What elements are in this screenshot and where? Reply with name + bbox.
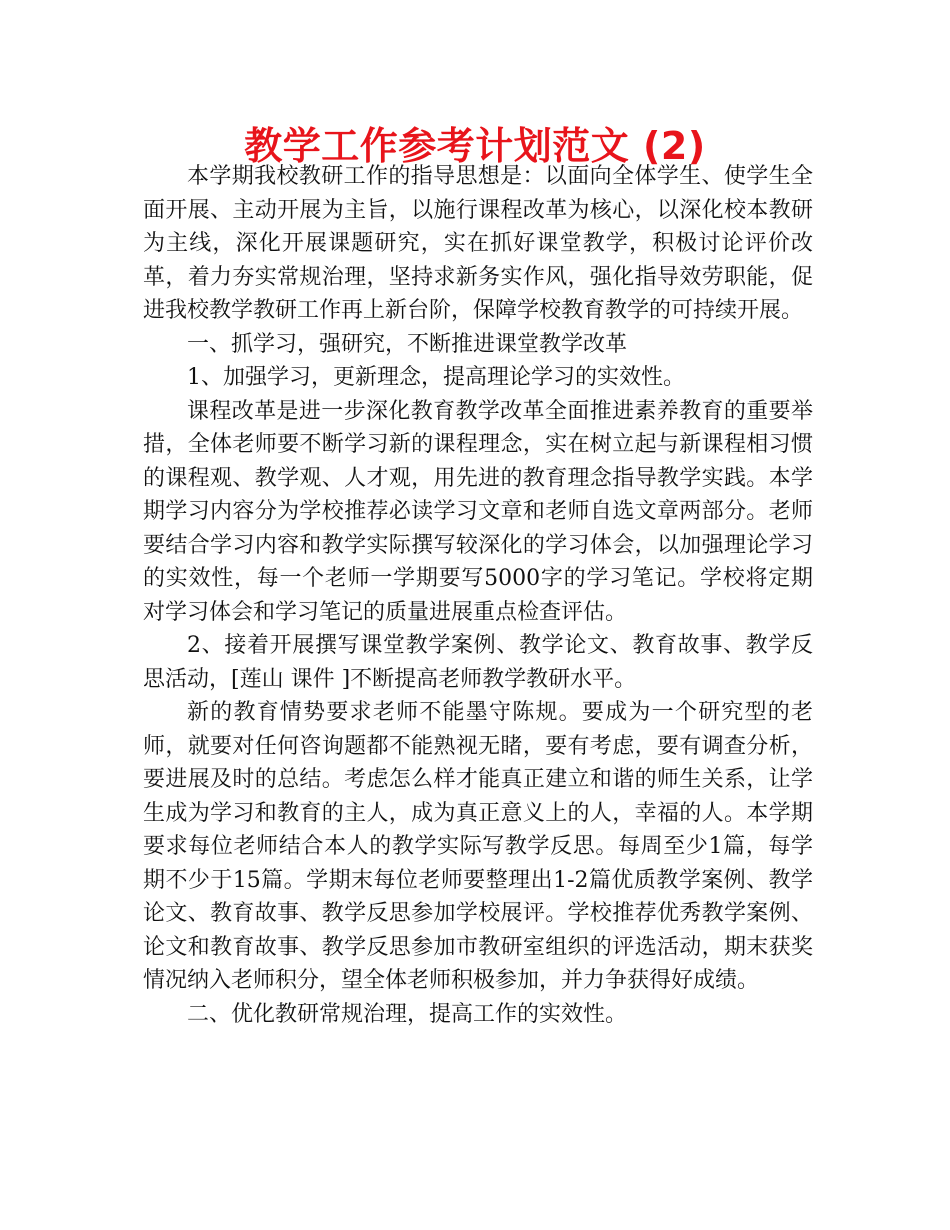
- document-body: [143, 160, 813, 1031]
- paragraph-new-education: 新的教育情势要求老师不能墨守陈规。要成为一个研究型的老师，就要对任何咨询题都不能熟视无睹，要有考虑，要有调查分析，要进展及时的总结。考虑怎么样才能真正建立和谐的师生关系，让学生成为学习和教育的主人，成为真正意义上的人，幸福的人。本学期要求每位老师结合本人的教学实际写教学反思。每周至少1篇，每学期不少于15篇。学期末每位老师要整理出1-2篇优质教学案例、教学论文、教育故事、教学反思参加学校展评。学校推荐优秀教学案例、论文和教育故事、教学反思参加市教研室组织的评选活动，期末获奖情况纳入老师积分，望全体老师积极参加，并力争获得好成绩。: [143, 700, 813, 993]
- subsection-heading-2: 2、接着开展撰写课堂教学案例、教学论文、教育故事、教学反思活动，[莲山 课件 ]不断提高老师教学教研水平。: [143, 633, 813, 692]
- document-title: 教学工作参考计划范文 (2): [244, 124, 706, 168]
- paragraph-guiding-thought: 本学期我校教研工作的指导思想是：以面向全体学生、使学生全面开展、主动开展为主旨，以施行课程改革为核心，以深化校本教研为主线，深化开展课题研究，实在抓好课堂教学，积极讨论评价改革，着力夯实常规治理，坚持求新务实作风，强化指导效劳职能，促进我校教学教研工作再上新台阶，保障学校教育教学的可持续开展。: [143, 164, 813, 323]
- paragraph-curriculum-reform: 课程改革是进一步深化教育教学改革全面推进素养教育的重要举措，全体老师要不断学习新的课程理念，实在树立起与新课程相习惯的课程观、教学观、人才观，用先进的教育理念指导教学实践。本学期学习内容分为学校推荐必读学习文章和老师自选文章两部分。老师要结合学习内容和教学实际撰写较深化的学习体会，以加强理论学习的实效性，每一个老师一学期要写5000字的学习笔记。学校将定期对学习体会和学习笔记的质量进展重点检查评估。: [143, 398, 813, 625]
- subsection-heading-1: 1、加强学习，更新理念，提高理论学习的实效性。: [187, 365, 685, 390]
- section-heading-1: 一、抓学习，强研究，不断推进课堂教学改革: [187, 331, 628, 357]
- section-heading-2: 二、优化教研常规治理，提高工作的实效性。: [187, 1001, 628, 1027]
